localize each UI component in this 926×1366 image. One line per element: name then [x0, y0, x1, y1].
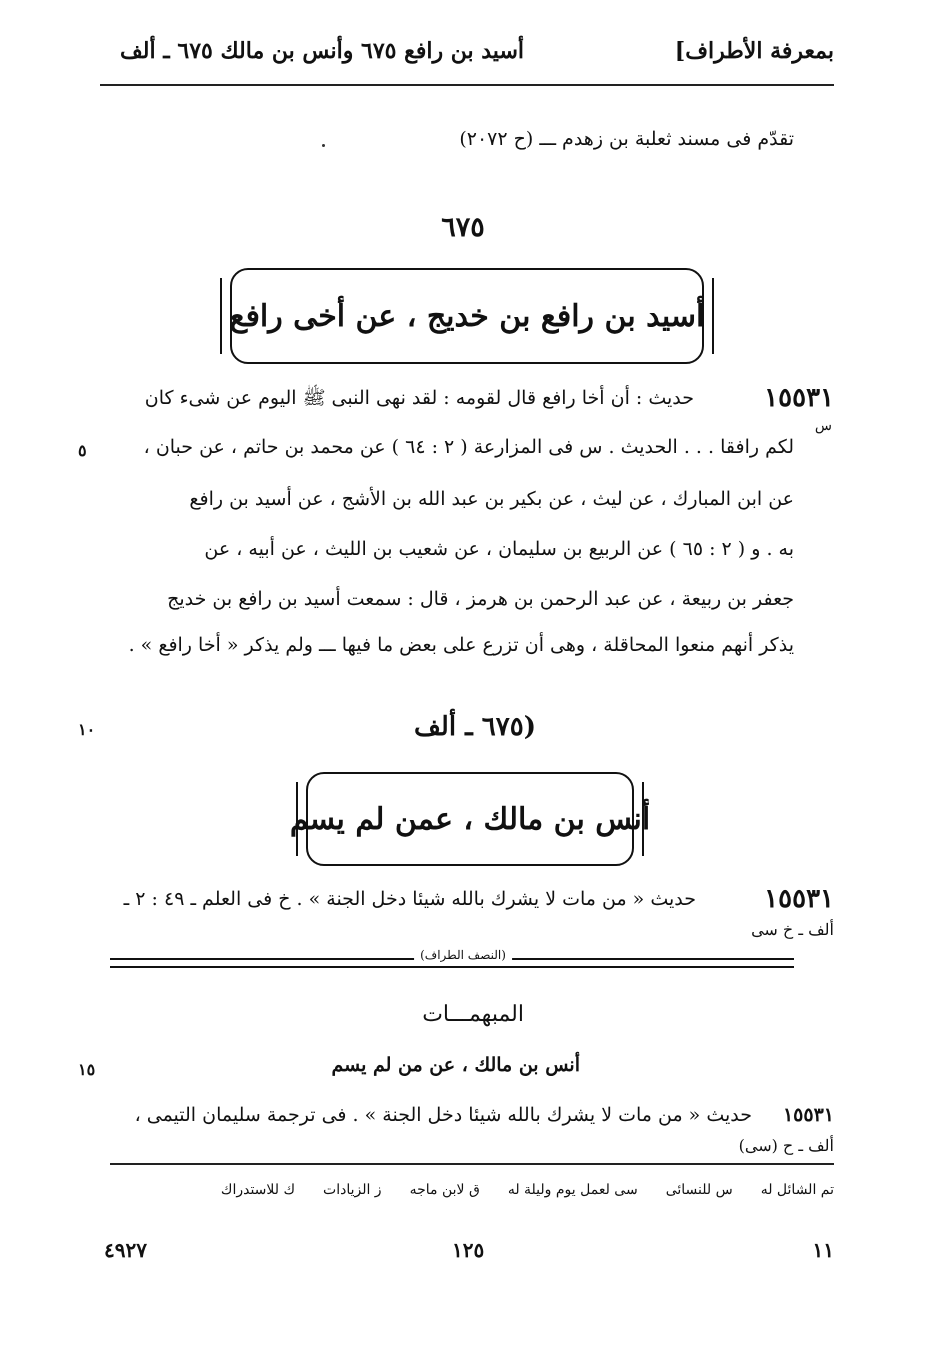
entry-675-line-6: يذكر أنهم منعوا المحاقلة ، وهى أن تزرع على بعض ما فيها ـــ ولم يذكر « أخا رافع » .: [128, 634, 794, 656]
entry-number-675a: (٦٧٥ ـ ألف: [414, 712, 536, 742]
footnote-item: تم الشائل له: [760, 1182, 834, 1198]
title-675: أسيد بن رافع بن خديج ، عن أخى رافع: [229, 298, 705, 334]
mubhamat-line-2: ألف ـ ح (سى): [738, 1136, 834, 1155]
entry-675-line-2: لكم رافقا . . . الحديث . س فى المزارعة ( ٢ : ٦٤ ) عن محمد بن حاتم ، عن حبان ،: [143, 436, 794, 458]
mubhamat-heading: المبهمـــات: [422, 1002, 524, 1027]
entry-number-675: ٦٧٥: [441, 212, 485, 243]
mubhamat-line-1: حديث « من مات لا يشرك بالله شيئا دخل الجنة » . فى ترجمة سليمان التيمى ،: [134, 1104, 752, 1126]
footnote-item: ق لابن ماجه: [409, 1182, 480, 1198]
entry-675-line-3: عن ابن المبارك ، عن ليث ، عن بكير بن عبد الله بن الأشج ، عن أسيد بن رافع: [189, 488, 794, 510]
folio-left: ٤٩٢٧: [104, 1238, 147, 1262]
entry-675-side-mark: س: [814, 418, 832, 434]
folio-center: ١٢٥: [452, 1238, 485, 1262]
margin-line-number-15: ١٥: [78, 1060, 96, 1079]
section-divider-label: (النصف الطراف): [414, 948, 512, 962]
folio-right: ١١: [812, 1238, 834, 1262]
footnote-item: ك للاستدراك: [220, 1182, 296, 1198]
margin-line-number-5: ٥: [78, 441, 87, 460]
hadith-number-mubhamat: ١٥٥٣١: [782, 1104, 834, 1126]
entry-675a-line-1: حديث « من مات لا يشرك بالله شيئا دخل الجنة » . خ فى العلم ـ ٤٩ : ٢ ـ: [123, 888, 696, 910]
title-box-675: [230, 268, 704, 364]
footnote-item: س للنسائى: [665, 1182, 733, 1198]
mubhamat-subheading: أنس بن مالك ، عن من لم يسم: [331, 1054, 580, 1076]
entry-675a-line-2: ألف ـ خ سى: [751, 920, 834, 939]
footnote-item: ز الزيادات: [323, 1182, 382, 1198]
entry-675-line-1: حديث : أن أخا رافع قال لقومه : لقد نهى النبى ﷺ اليوم عن شىء كان: [144, 387, 694, 409]
prior-reference: تقدّم فى مسند ثعلبة بن زهدم ـــ (ح ٢٠٧٢): [459, 128, 794, 150]
title-675a: أنس بن مالك ، عمن لم يسم: [289, 801, 651, 837]
header-current-entries: أسيد بن رافع ٦٧٥ وأنس بن مالك ٦٧٥ ـ ألف: [120, 38, 524, 64]
entry-675-line-4: به . و ( ٢ : ٦٥ ) عن الربيع بن سليمان ، عن شعيب بن الليث ، عن أبيه ، عن: [204, 538, 794, 560]
running-header: [100, 38, 834, 86]
margin-line-number-10: ١٠: [78, 720, 96, 739]
footnote-abbreviations: [221, 1182, 834, 1198]
ornament-dot: [322, 144, 325, 147]
hadith-number-675: ١٥٥٣١: [764, 383, 834, 413]
header-book-title: بمعرفة الأطراف]: [674, 38, 834, 64]
hadith-number-675a: ١٥٥٣١: [764, 884, 834, 914]
entry-675-line-5: جعفر بن ربيعة ، عن عبد الرحمن بن هرمز ، قال : سمعت أسيد بن رافع بن خديج: [167, 588, 794, 610]
title-box-675a: [289, 772, 651, 866]
footnote-rule: [110, 1163, 834, 1165]
footnote-item: سى لعمل يوم وليلة له: [507, 1182, 638, 1198]
